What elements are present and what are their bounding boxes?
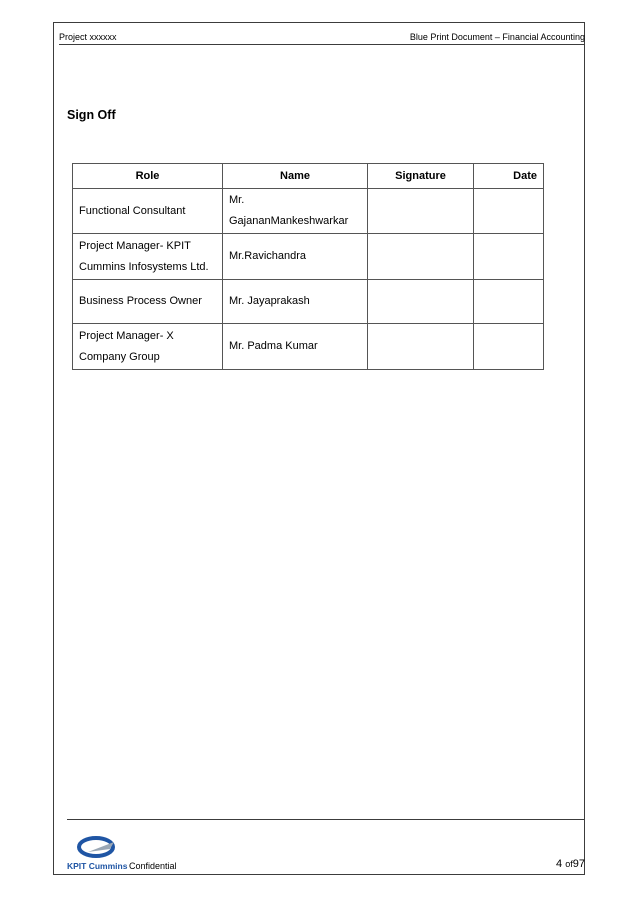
signature-cell xyxy=(368,189,474,234)
role-text: Functional Consultant xyxy=(79,204,186,217)
footer-divider xyxy=(67,819,585,820)
table-row xyxy=(73,189,544,234)
role-cell xyxy=(73,234,223,280)
header-divider xyxy=(59,44,585,45)
role-cell xyxy=(73,324,223,370)
name-cell xyxy=(223,324,368,370)
page-of: of xyxy=(565,859,573,869)
date-cell xyxy=(474,234,544,280)
role-cell xyxy=(73,189,223,234)
role-text: Project Manager- KPIT xyxy=(79,239,191,252)
table-row xyxy=(73,324,544,370)
signature-cell xyxy=(368,234,474,280)
logo-text: KPIT Cummins xyxy=(67,861,128,871)
column-header-date: Date xyxy=(474,164,544,189)
table-row xyxy=(73,280,544,324)
role-text-cont: Cummins Infosystems Ltd. xyxy=(79,260,209,273)
date-cell xyxy=(474,324,544,370)
name-text: Mr.Ravichandra xyxy=(229,250,307,262)
page-border xyxy=(53,22,585,875)
confidential-label: Confidential xyxy=(129,861,177,871)
signoff-table xyxy=(72,163,544,370)
name-cell xyxy=(223,234,368,280)
table-row xyxy=(73,234,544,280)
name-text: Mr. Jayaprakash xyxy=(229,295,310,307)
role-text: Project Manager- X xyxy=(79,329,174,342)
role-text: Business Process Owner xyxy=(79,295,202,307)
role-text-cont: Company Group xyxy=(79,350,160,363)
date-cell xyxy=(474,189,544,234)
role-cell xyxy=(73,280,223,324)
date-cell xyxy=(474,280,544,324)
page-number xyxy=(556,857,585,871)
page-total: 97 xyxy=(572,858,585,870)
name-text: Mr. xyxy=(229,194,245,206)
section-title: Sign Off xyxy=(67,108,116,122)
signature-cell xyxy=(368,324,474,370)
name-text-cont: GajananMankeshwarkar xyxy=(229,215,349,227)
page-header xyxy=(59,30,585,44)
page-current: 4 xyxy=(556,858,563,870)
signature-cell xyxy=(368,280,474,324)
name-text: Mr. Padma Kumar xyxy=(229,340,318,352)
column-header-name: Name xyxy=(223,164,368,189)
header-document-title: Blue Print Document – Financial Accounting xyxy=(409,32,585,42)
column-header-role: Role xyxy=(73,164,223,189)
column-header-signature: Signature xyxy=(368,164,474,189)
name-cell xyxy=(223,189,368,234)
name-cell xyxy=(223,280,368,324)
header-project: Project xxxxxx xyxy=(59,32,117,42)
table-header-row xyxy=(73,164,544,189)
